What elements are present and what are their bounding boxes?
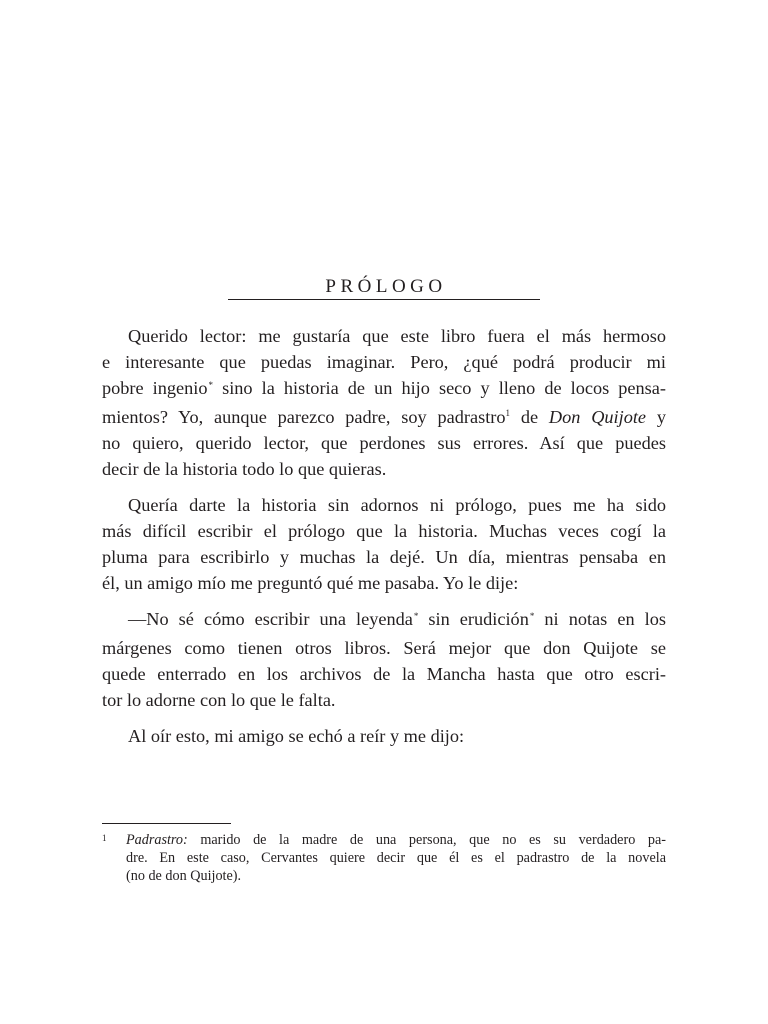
- text-run: dre. En este caso, Cervantes quiere decir que él es el padrastro de la novela: [126, 850, 666, 866]
- footnote-line: [126, 831, 666, 849]
- text-line: [102, 518, 666, 544]
- text-run: tor lo adorne con lo que le falta.: [102, 690, 336, 710]
- text-run: sin erudición: [418, 609, 529, 629]
- text-line: [102, 404, 666, 430]
- title-underline: [228, 299, 540, 300]
- glossary-marker: *: [413, 611, 419, 621]
- footnote-line: [126, 849, 666, 867]
- text-run: marido de la madre de una persona, que no es su verdadero pa-: [187, 832, 666, 848]
- text-line: [102, 723, 666, 749]
- italic-text: Padrastro:: [126, 832, 188, 848]
- italic-text: Don Quijote: [548, 407, 647, 427]
- text-run: de: [510, 407, 549, 427]
- text-run: (no de don Quijote).: [126, 868, 242, 884]
- page-title: PRÓLOGO: [325, 276, 447, 297]
- text-run: e interesante que puedas imaginar. Pero, ¿qué podrá producir mi: [102, 352, 666, 372]
- text-run: no quiero, querido lector, que perdones sus errores. Así que puedes: [102, 433, 666, 453]
- text-run: él, un amigo mío me preguntó qué me pasaba. Yo le dije:: [102, 573, 519, 593]
- footnote-number: 1: [102, 833, 107, 843]
- prologue-body: [102, 323, 666, 759]
- footnote-separator: [102, 823, 231, 824]
- text-run: pluma para escribirlo y muchas la dejé. Un día, mientras pensaba en: [102, 547, 666, 567]
- text-run: sino la historia de un hijo seco y lleno de locos pensa-: [213, 378, 666, 398]
- text-line: [102, 430, 666, 456]
- text-run: Querido lector: me gustaría que este libro fuera el más hermoso: [128, 326, 666, 346]
- glossary-marker: *: [529, 611, 535, 621]
- paragraph: [102, 492, 666, 596]
- text-run: decir de la historia todo lo que quieras.: [102, 459, 387, 479]
- text-run: mientos? Yo, aunque parezco padre, soy padrastro: [102, 407, 506, 427]
- text-run: pobre ingenio: [102, 378, 208, 398]
- footnote-line: [126, 867, 666, 885]
- text-line: [102, 544, 666, 570]
- text-line: [102, 635, 666, 661]
- text-run: quede enterrado en los archivos de la Mancha hasta que otro escri-: [102, 664, 666, 684]
- text-line: [102, 606, 666, 635]
- text-run: Al oír esto, mi amigo se echó a reír y me dijo:: [128, 726, 465, 746]
- text-run: —No sé cómo escribir una leyenda: [128, 609, 413, 629]
- paragraph: [102, 606, 666, 713]
- text-run: márgenes como tienen otros libros. Será mejor que don Quijote se: [102, 638, 666, 658]
- glossary-marker: *: [208, 380, 214, 390]
- text-line: [102, 687, 666, 713]
- text-line: [102, 349, 666, 375]
- text-run: y: [646, 407, 666, 427]
- text-run: Quería darte la historia sin adornos ni prólogo, pues me ha sido: [128, 495, 666, 515]
- text-line: [102, 375, 666, 404]
- text-run: más difícil escribir el prólogo que la historia. Muchas veces cogí la: [102, 521, 666, 541]
- footnote-reference: 1: [505, 407, 510, 418]
- text-line: [102, 492, 666, 518]
- footnote-text: [126, 831, 666, 885]
- paragraph: [102, 723, 666, 749]
- text-run: ni notas en los: [534, 609, 666, 629]
- text-line: [102, 323, 666, 349]
- text-line: [102, 661, 666, 687]
- paragraph: [102, 323, 666, 482]
- text-line: [102, 456, 666, 482]
- footnote: [102, 831, 666, 885]
- text-line: [102, 570, 666, 596]
